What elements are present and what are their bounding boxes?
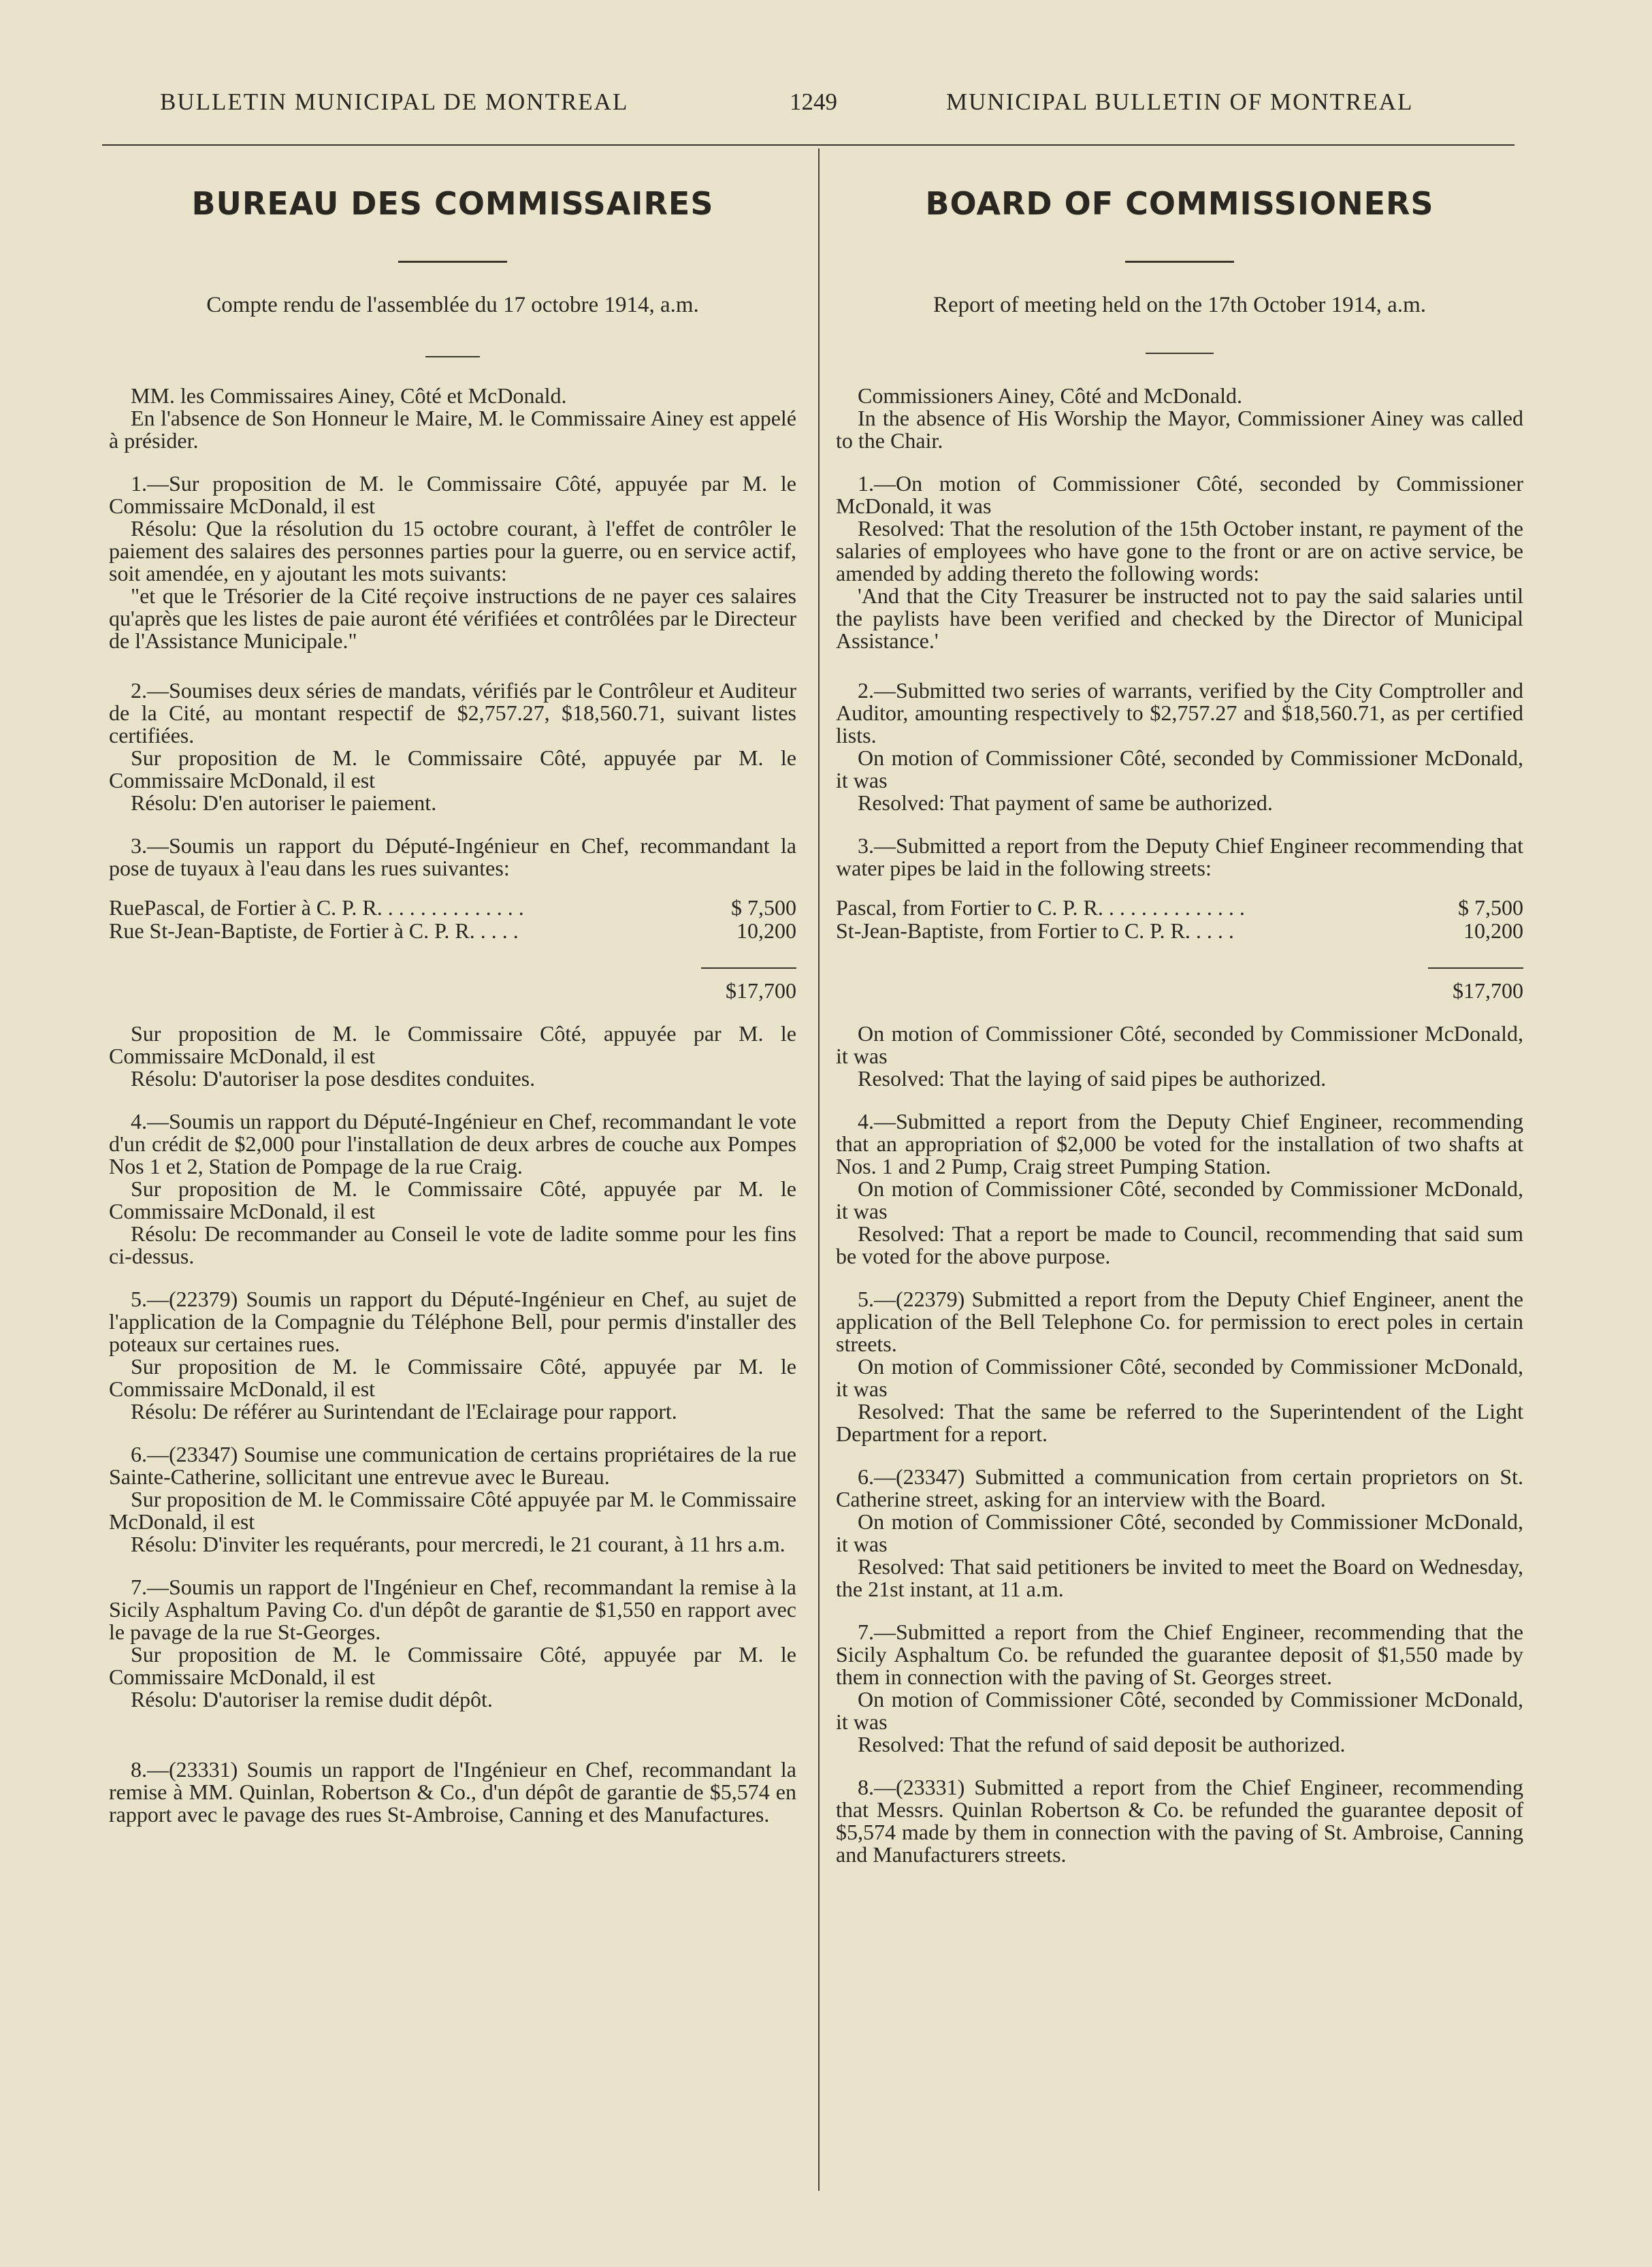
street-amount: $ 7,500 [731, 895, 796, 920]
english-item7-text: 7.—Submitted a report from the Chief Engineer, recommending that the Sicily Asphaltum Co. be refunded the guarantee deposit of $1,550 made by them in connection with the paving of St. Georges street. [836, 1620, 1523, 1689]
french-item7-text: 7.—Soumis un rapport de l'Ingénieur en Chef, recommandant la remise à la Sicily Asphaltum Paving Co. d'un dépôt de garantie de $1,550 en rapport avec le pavage de la rue St-Georges. [109, 1575, 796, 1644]
french-item4-resolved: Résolu: De recommander au Conseil le vote de ladite somme pour les fins ci-dessus. [109, 1221, 796, 1268]
english-item1-resolved: Resolved: That the resolution of the 15th October instant, re payment of the salaries of employees who have gone to the front or are on active service, be amended by adding thereto the following words: [836, 516, 1523, 585]
header-title-english: MUNICIPAL BULLETIN OF MONTREAL [946, 89, 1414, 115]
street-amount: $ 7,500 [1458, 895, 1523, 920]
french-minutes [109, 385, 796, 1826]
french-item5-motion: Sur proposition de M. le Commissaire Côté, appuyée par M. le Commissaire McDonald, il est [109, 1354, 796, 1401]
french-item3-motion: Sur proposition de M. le Commissaire Côté, appuyée par M. le Commissaire McDonald, il est [109, 1021, 796, 1068]
street-name: Pascal, from Fortier to C. P. R. . . . . . . . . . . . . . [836, 895, 1245, 920]
english-item6-text: 6.—(23347) Submitted a communication from certain proprietors on St. Catherine street, asking for an interview with the Board. [836, 1464, 1523, 1511]
english-item3-text: 3.—Submitted a report from the Deputy Chief Engineer recommending that water pipes be laid in the following streets: [836, 833, 1523, 880]
french-item2-text: 2.—Soumises deux séries de mandats, vérifiés par le Contrôleur et Auditeur de la Cité, au montant respectif de $2,757.27, $18,560.71, suivant listes certifiées. [109, 678, 796, 747]
french-item2-resolved: Résolu: D'en autoriser le paiement. [131, 790, 437, 815]
english-item3-resolved: Resolved: That the laying of said pipes be authorized. [858, 1066, 1327, 1091]
french-attendance: MM. les Commissaires Ainey, Côté et McDonald. [131, 383, 567, 408]
english-item4-motion: On motion of Commissioner Côté, seconded by Commissioner McDonald, it was [836, 1176, 1523, 1223]
french-item6-text: 6.—(23347) Soumise une communication de certains propriétaires de la rue Sainte-Catherine, sollicitant une entrevue avec le Bureau. [109, 1442, 796, 1489]
english-item5-resolved: Resolved: That the same be referred to the Superintendent of the Light Department for a report. [836, 1399, 1523, 1446]
french-item6-motion: Sur proposition de M. le Commissaire Côté appuyée par M. le Commissaire McDonald, il est [109, 1487, 796, 1534]
table-row [836, 919, 1523, 942]
header-title-french: BULLETIN MUNICIPAL DE MONTREAL [160, 89, 629, 115]
english-chair: In the absence of His Worship the Mayor, Commissioner Ainey was called to the Chair. [836, 406, 1523, 453]
french-item6-resolved: Résolu: D'inviter les requérants, pour mercredi, le 21 courant, à 11 hrs a.m. [131, 1532, 785, 1556]
english-minutes [836, 385, 1523, 1866]
french-item1-resolved: Résolu: Que la résolution du 15 octobre courant, à l'effet de contrôler le paiement des salaires des personnes parties pour la guerre, ou en service actif, soit amendée, en y ajoutant les mots suivants: [109, 516, 796, 585]
french-item1-motion: 1.—Sur proposition de M. le Commissaire Côté, appuyée par M. le Commissaire McDonald, il est [109, 471, 796, 518]
french-total-rule-wrap [109, 950, 796, 973]
english-item6-resolved: Resolved: That said petitioners be invited to meet the Board on Wednesday, the 21st instant, at 11 a.m. [836, 1554, 1523, 1601]
table-row [836, 896, 1523, 919]
english-section-title: BOARD OF COMMISSIONERS [925, 185, 1434, 222]
french-street-table [109, 896, 796, 942]
french-item8-text: 8.—(23331) Soumis un rapport de l'Ingénieur en Chef, recommandant la remise à MM. Quinlan, Robertson & Co., d'un dépôt de garantie de $5,574 en rapport avec le pavage des rues St-Ambroise, Canning et des Manufactures. [109, 1757, 796, 1827]
english-item5-text: 5.—(22379) Submitted a report from the Deputy Chief Engineer, anent the application of the Bell Telephone Co. for permission to erect poles in certain streets. [836, 1287, 1523, 1356]
header-rule [102, 144, 1515, 146]
french-chair: En l'absence de Son Honneur le Maire, M. le Commissaire Ainey est appelé à présider. [109, 406, 796, 453]
english-subtitle-rule [1146, 353, 1214, 354]
french-meeting-subtitle: Compte rendu de l'assemblée du 17 octobre 1914, a.m. [206, 293, 699, 317]
street-name: RuePascal, de Fortier à C. P. R. . . . . . . . . . . . . . [109, 895, 524, 920]
street-name: Rue St-Jean-Baptiste, de Fortier à C. P. R. . . . . [109, 918, 519, 943]
english-street-table [836, 896, 1523, 942]
french-item4-text: 4.—Soumis un rapport du Député-Ingénieur en Chef, recommandant le vote d'un crédit de $2,000 pour l'installation de deux arbres de couche aux Pompes Nos 1 et 2, Station de Pompage de la rue Craig. [109, 1109, 796, 1178]
total-rule [1428, 967, 1523, 969]
street-amount: 10,200 [736, 918, 796, 943]
english-item2-motion: On motion of Commissioner Côté, seconded by Commissioner McDonald, it was [836, 745, 1523, 792]
english-item4-resolved: Resolved: That a report be made to Council, recommending that said sum be voted for the above purpose. [836, 1221, 1523, 1268]
french-item1-quote: "et que le Trésorier de la Cité reçoive instructions de ne payer ces salaires qu'après que les listes de paie auront été vérifiées et contrôlées par le Directeur de l'Assistance Municipale." [109, 583, 796, 653]
english-item7-motion: On motion of Commissioner Côté, seconded by Commissioner McDonald, it was [836, 1687, 1523, 1734]
french-item3-resolved: Résolu: D'autoriser la pose desdites conduites. [131, 1066, 536, 1091]
table-row [109, 896, 796, 919]
french-section-title: BUREAU DES COMMISSAIRES [191, 185, 714, 222]
french-item4-motion: Sur proposition de M. le Commissaire Côté, appuyée par M. le Commissaire McDonald, il est [109, 1176, 796, 1223]
column-divider [818, 148, 820, 2191]
french-subtitle-rule [425, 356, 480, 357]
french-item5-text: 5.—(22379) Soumis un rapport du Député-Ingénieur en Chef, au sujet de l'application de la Compagnie du Téléphone Bell, pour permis d'installer des poteaux sur certaines rues. [109, 1287, 796, 1356]
page-number: 1249 [790, 89, 837, 115]
english-item8-text: 8.—(23331) Submitted a report from the Chief Engineer, recommending that Messrs. Quinlan Robertson & Co. be refunded the guarantee deposit of $5,574 made by them in connection with the paving of St. Ambroise, Canning and Manufacturers streets. [836, 1775, 1523, 1867]
english-item6-motion: On motion of Commissioner Côté, seconded by Commissioner McDonald, it was [836, 1509, 1523, 1556]
english-item2-text: 2.—Submitted two series of warrants, verified by the City Comptroller and Auditor, amounting respectively to $2,757.27 and $18,560.71, as per certified lists. [836, 678, 1523, 747]
english-streets-total: $17,700 [1453, 978, 1523, 1003]
english-title-rule [1125, 261, 1234, 263]
english-item1-motion: 1.—On motion of Commissioner Côté, seconded by Commissioner McDonald, it was [836, 471, 1523, 518]
english-item7-resolved: Resolved: That the refund of said deposit be authorized. [858, 1732, 1346, 1756]
street-name: St-Jean-Baptiste, from Fortier to C. P. R. . . . . [836, 918, 1234, 943]
french-item5-resolved: Résolu: De référer au Surintendant de l'Eclairage pour rapport. [131, 1399, 677, 1424]
english-item4-text: 4.—Submitted a report from the Deputy Chief Engineer, recommending that an appropriation of $2,000 be voted for the installation of two shafts at Nos. 1 and 2 Pump, Craig street Pumping Station. [836, 1109, 1523, 1178]
french-item7-motion: Sur proposition de M. le Commissaire Côté, appuyée par M. le Commissaire McDonald, il est [109, 1642, 796, 1689]
english-item5-motion: On motion of Commissioner Côté, seconded by Commissioner McDonald, it was [836, 1354, 1523, 1401]
street-amount: 10,200 [1463, 918, 1523, 943]
french-streets-total: $17,700 [726, 978, 796, 1003]
english-item1-quote: 'And that the City Treasurer be instructed not to pay the said salaries until the paylists have been verified and checked by the Director of Municipal Assistance.' [836, 583, 1523, 653]
english-item3-motion: On motion of Commissioner Côté, seconded by Commissioner McDonald, it was [836, 1021, 1523, 1068]
french-item7-resolved: Résolu: D'autoriser la remise dudit dépôt. [131, 1687, 493, 1711]
english-attendance: Commissioners Ainey, Côté and McDonald. [858, 383, 1242, 408]
english-total-rule-wrap [836, 950, 1523, 973]
total-rule [701, 967, 796, 969]
running-header [0, 89, 1652, 123]
table-row [109, 919, 796, 942]
french-title-rule [398, 261, 507, 263]
english-meeting-subtitle: Report of meeting held on the 17th October 1914, a.m. [933, 293, 1426, 317]
french-item2-motion: Sur proposition de M. le Commissaire Côté, appuyée par M. le Commissaire McDonald, il est [109, 745, 796, 792]
french-item3-text: 3.—Soumis un rapport du Député-Ingénieur en Chef, recommandant la pose de tuyaux à l'eau dans les rues suivantes: [109, 833, 796, 880]
english-item2-resolved: Resolved: That payment of same be authorized. [858, 790, 1273, 815]
